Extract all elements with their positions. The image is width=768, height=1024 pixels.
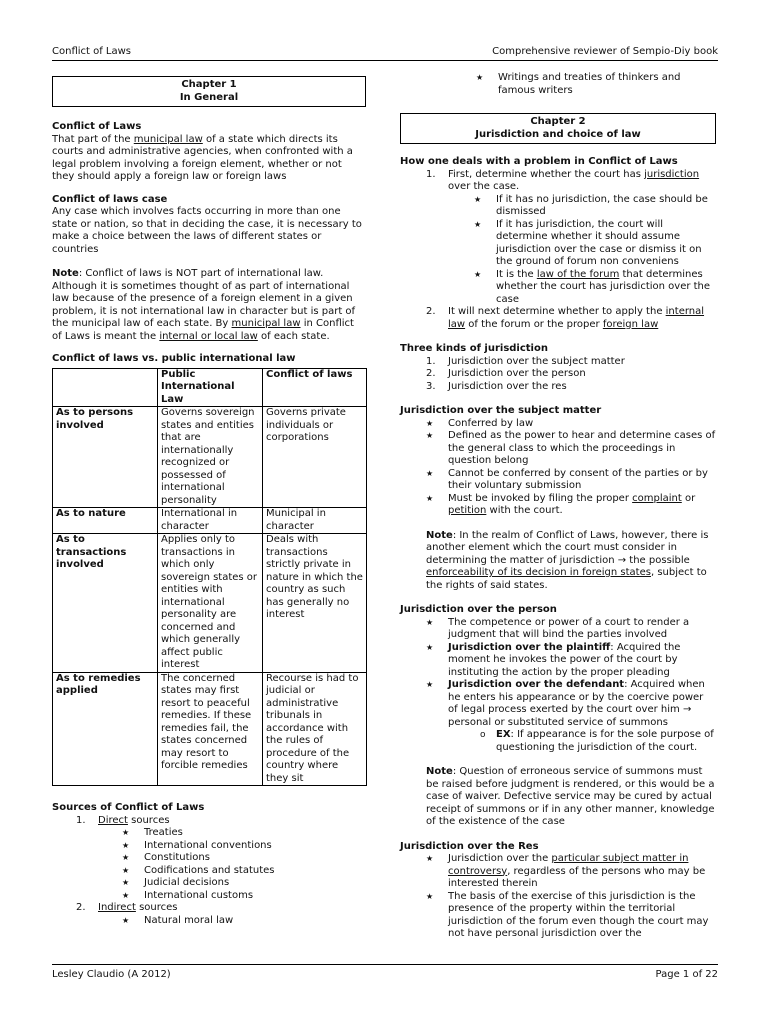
kind-text: Jurisdiction over the person xyxy=(448,368,586,379)
list-item: 3. Jurisdiction over the res xyxy=(426,380,567,392)
list-item: ★ Jurisdiction over the particular subject matter in controversy, regardless of the persons who may be interested therein xyxy=(448,853,716,891)
sources-direct-suffix: sources xyxy=(127,814,170,826)
list-item: ★ Writings and treaties of thinkers and famous writers xyxy=(498,72,716,97)
list-item: ★ International customs xyxy=(144,890,366,903)
list-item: 2. Jurisdiction over the person xyxy=(426,368,586,379)
table-cell: As to remedies applied xyxy=(53,672,158,786)
chapter-1-box xyxy=(52,76,366,107)
table-cell: As to transactions involved xyxy=(53,534,158,673)
list-item: 1. Direct sources xyxy=(76,814,170,826)
heading-sources: Sources of Conflict of Laws xyxy=(52,802,205,813)
list-item: ★ Natural moral law xyxy=(144,915,366,928)
list-item: 2. Indirect sources xyxy=(76,902,178,913)
header-left: Conflict of Laws xyxy=(52,46,132,57)
header-right: Comprehensive reviewer of Sempio-Diy book xyxy=(492,46,718,57)
chapter-1-title: In General xyxy=(179,91,239,103)
list-item: 2. It will next determine whether to apply the internal law of the forum or the proper foreign law xyxy=(426,306,705,330)
table-cell: As to nature xyxy=(53,508,158,534)
direct-sources-list xyxy=(76,827,366,902)
heading-conflict-case: Conflict of laws case xyxy=(52,193,168,205)
step-1-sublist xyxy=(426,194,716,307)
list-item: 1. Jurisdiction over the subject matter xyxy=(426,355,625,367)
footer-left: Lesley Claudio (A 2012) xyxy=(52,969,171,980)
list-item: ★ It is the law of the forum that determines whether the court has jurisdiction over the case xyxy=(496,269,716,307)
table-cell: As to persons involved xyxy=(53,407,158,508)
list-item: ★ Judicial decisions xyxy=(144,877,366,890)
list-item: 1. First, determine whether the court has jurisdiction over the case. xyxy=(426,168,700,192)
list-item: ★ Constitutions xyxy=(144,852,366,865)
right-column xyxy=(400,72,716,941)
table-row xyxy=(53,672,367,786)
list-item: ★ Jurisdiction over the defendant: Acquired when he enters his appearance or by the coercive power of legal process exerted by the court over him → personal or substituted service of summons xyxy=(448,679,716,729)
heading-person: Jurisdiction over the person xyxy=(400,604,557,615)
list-item: ★ If it has no jurisdiction, the case should be dismissed xyxy=(496,194,716,219)
res-list xyxy=(400,853,716,941)
table-header-cell: Conflict of laws xyxy=(263,368,367,407)
chapter-2-number: Chapter 2 xyxy=(530,116,586,127)
definition-paragraph: That part of the municipal law of a state which directs its courts and administrative agencies, when confronted with a legal problem involving a foreign element, whether or not they should apply a foreign law or foreign laws xyxy=(52,133,353,182)
table-row xyxy=(53,407,367,508)
table-cell: Governs private individuals or corporations xyxy=(263,407,367,508)
heading-conflict-of-laws: Conflict of Laws xyxy=(52,121,142,132)
note-summons-paragraph: Note: Question of erroneous service of summons must be raised before judgment is rendered, or this would be a case of waiver. Defective service may be cured by actual receipt of summons or if in any other manner, knowledge of the existence of the case xyxy=(426,766,715,827)
indirect-sources-list xyxy=(76,915,366,928)
list-item: ★ Cannot be conferred by consent of the parties or by their voluntary submission xyxy=(448,468,716,493)
list-item: ★ The basis of the exercise of this jurisdiction is the presence of the property within the territorial jurisdiction of the forum even though the court may not have personal jurisdiction over the xyxy=(448,891,716,941)
note-realm-paragraph: Note: In the realm of Conflict of Laws, however, there is another element which the court must consider in determining the matter of jurisdiction → the possible enforceability of its decision in foreign states, subject to the rights of said states. xyxy=(426,529,709,591)
table-cell: Recourse is had to judicial or administrative tribunals in accordance with the rules of procedure of the country where they sit xyxy=(263,672,367,786)
subject-matter-list xyxy=(400,418,716,518)
list-item: ★ Defined as the power to hear and determine cases of the general class to which the proceedings in question belong xyxy=(448,430,716,468)
chapter-2-title: Jurisdiction and choice of law xyxy=(475,128,641,140)
person-list xyxy=(400,617,716,730)
heading-how-to-deal: How one deals with a problem in Conflict of Laws xyxy=(400,156,678,167)
table-row xyxy=(53,508,367,534)
heading-three-kinds: Three kinds of jurisdiction xyxy=(400,343,548,354)
heading-res: Jurisdiction over the Res xyxy=(400,840,539,852)
note-paragraph: Note: Conflict of laws is NOT part of international law. Although it is sometimes thought of as part of international law because of the presence of a foreign element in a given problem, it is not international law in character but is part of the municipal law of each state. By municipal law in Conflict of Laws is meant the internal or local law of each state. xyxy=(52,268,356,342)
ex-item: o EX: If appearance is for the sole purpose of questioning the jurisdiction of the court. xyxy=(480,729,714,753)
case-paragraph: Any case which involves facts occurring in more than one state or nation, so that in deciding the case, it is necessary to make a choice between the laws of different states or countries xyxy=(52,206,362,255)
heading-vs-table: Conflict of laws vs. public international law xyxy=(52,353,296,364)
table-cell: The concerned states may first resort to peaceful remedies. If these remedies fail, the states concerned may resort to forcible remedies xyxy=(158,672,263,786)
table-header-row xyxy=(53,368,367,407)
table-cell: International in character xyxy=(158,508,263,534)
left-column xyxy=(52,76,366,927)
list-item: ★ Jurisdiction over the plaintiff: Acquired the moment he invokes the power of the court by instituting the action by the proper pleading xyxy=(448,642,716,680)
kind-text: Jurisdiction over the res xyxy=(448,380,567,392)
list-item: ★ If it has jurisdiction, the court will determine whether it should assume jurisdiction over the case or dismiss it on the ground of forum non conveniens xyxy=(496,219,716,269)
list-item: ★ International conventions xyxy=(144,840,366,853)
table-row xyxy=(53,534,367,673)
list-item: ★ Codifications and statutes xyxy=(144,865,366,878)
sources-list xyxy=(52,815,366,928)
table-cell: Deals with transactions strictly private in nature in which the country as such has generally no interest xyxy=(263,534,367,673)
table-cell: Governs sovereign states and entities that are internationally recognized or possessed of international personality xyxy=(158,407,263,508)
footer-right: Page 1 of 22 xyxy=(655,969,718,980)
heading-subject-matter: Jurisdiction over the subject matter xyxy=(400,405,602,416)
list-item: ★ Conferred by law xyxy=(448,418,716,431)
bullet-circle-icon: o xyxy=(480,730,486,740)
list-item: ★ Treaties xyxy=(144,827,366,840)
table-header-cell: Public International Law xyxy=(158,368,263,407)
list-item: ★ The competence or power of a court to render a judgment that will bind the parties involved xyxy=(448,617,716,642)
steps-list xyxy=(400,169,716,332)
sources-indirect-suffix: sources xyxy=(135,902,178,913)
table-cell: Municipal in character xyxy=(263,508,367,534)
kind-text: Jurisdiction over the subject matter xyxy=(448,355,625,367)
table-header-cell xyxy=(53,368,158,407)
page-footer xyxy=(52,964,718,985)
indirect-sources-continued xyxy=(400,72,716,97)
three-kinds-list xyxy=(400,356,716,394)
comparison-table xyxy=(52,368,367,787)
list-item: ★ Must be invoked by filing the proper complaint or petition with the court. xyxy=(448,493,716,518)
page-header xyxy=(52,44,718,61)
table-cell: Applies only to transactions in which only sovereign states or entities with international personality are concerned and which generally affect public interest xyxy=(158,534,263,673)
chapter-1-number: Chapter 1 xyxy=(181,79,237,90)
chapter-2-box xyxy=(400,113,716,144)
